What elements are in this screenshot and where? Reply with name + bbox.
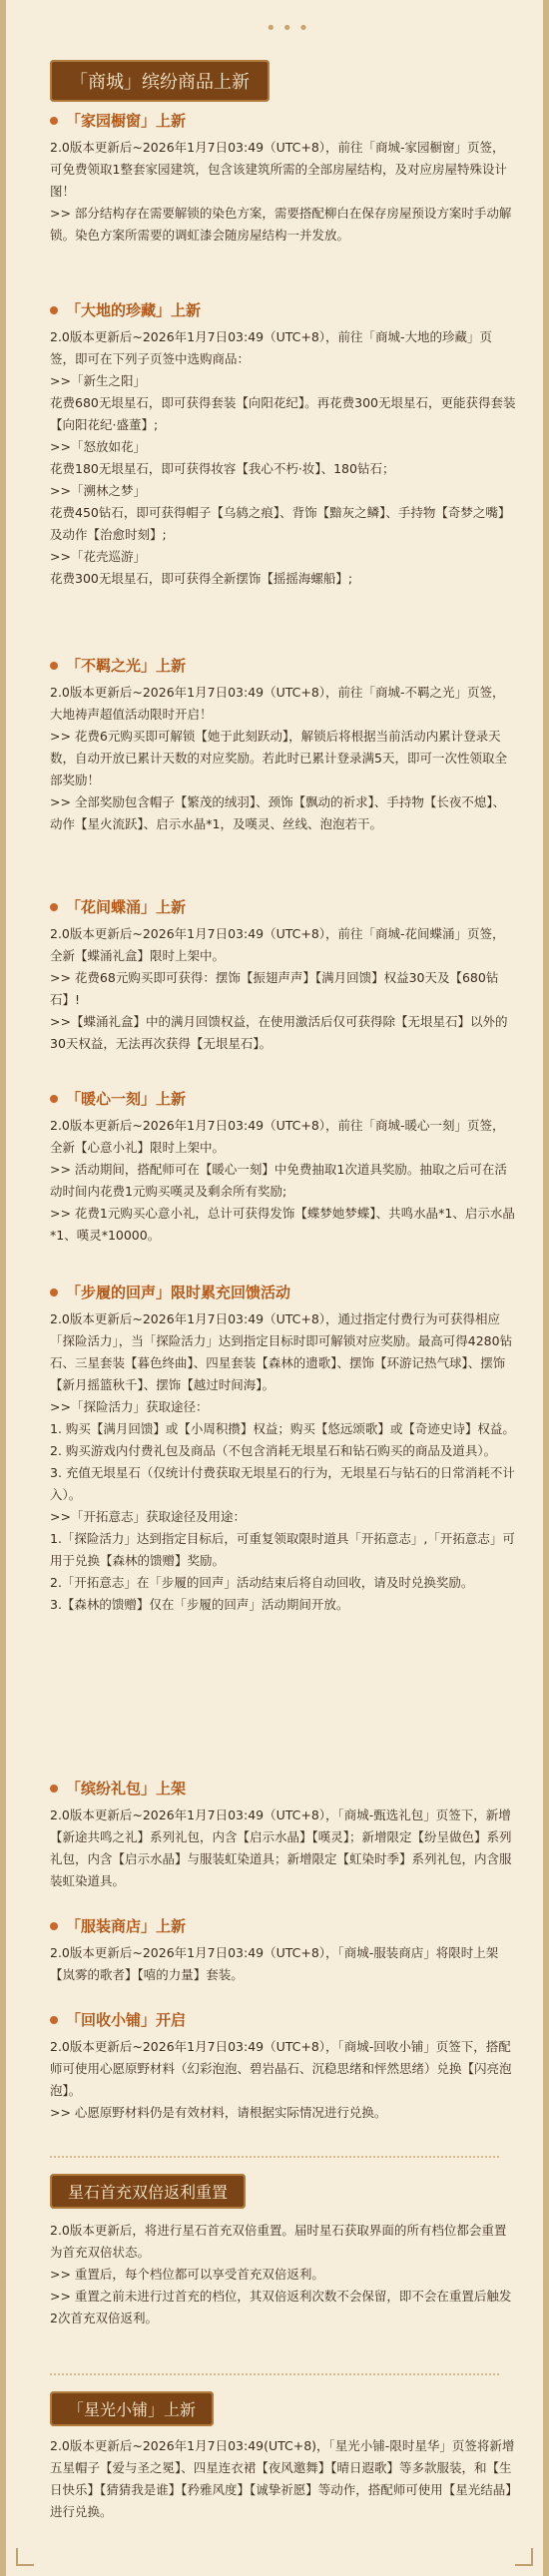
section-title: 「缤纷礼包」上架 [66, 1780, 187, 1798]
section-text: >>【蝶涌礼盒】中的满月回馈权益，在使用激活后仅可获得除【无垠星石】以外的30天权益，无法再次获得【无垠星石】。 [50, 1014, 508, 1051]
bullet-icon [50, 903, 58, 911]
section-text: >>「溯林之梦」 [50, 483, 146, 498]
section-starstone-reset [50, 2220, 517, 2329]
divider [50, 2373, 499, 2375]
section-text: >> 活动期间，搭配师可在【暖心一刻】中免费抽取1次道具奖励。抽取之后可在活动时间内花费1元购买嘆灵及剩余所有奖励; [50, 1162, 507, 1199]
section-gift-packs [50, 1778, 517, 1892]
section-title: 「回收小铺」开启 [66, 2011, 187, 2029]
bullet-icon [50, 117, 58, 125]
section-clothing-shop [50, 1915, 517, 1986]
section-header-starstone: 星石首充双倍返利重置 [50, 2174, 246, 2209]
section-text: >> 全部奖励包含帽子【繁茂的绒羽】、颈饰【飘动的祈求】、手持物【长夜不熄】、动作【星火流跃】、启示水晶*1，及嘆灵、丝线、泡泡若干。 [50, 794, 506, 831]
section-text: 3.【森林的馈赠】仅在「步履的回声」活动期间开放。 [50, 1597, 349, 1612]
bullet-icon [50, 1785, 58, 1793]
section-butterfly-flow [50, 896, 517, 1055]
section-text: 2.0版本更新后，将进行星石首充双倍重置。届时星石获取界面的所有档位都会重置为首充双倍状态。 [50, 2223, 507, 2260]
decorative-dots: • • • [266, 18, 309, 39]
section-text: 2.0版本更新后~2026年1月7日03:49（UTC+8），前往「商城-不羁之光」页签，大地祷声超值活动限时开启！ [50, 685, 505, 722]
section-title: 「花间蝶涌」上新 [66, 898, 187, 916]
section-earth-treasure [50, 299, 517, 590]
section-text: 花费680无垠星石，即可获得套装【向阳花纪】。再花费300无垠星石，更能获得套装【向阳花纪·盛董】; [50, 395, 516, 432]
section-text: 2.0版本更新后~2026年1月7日03:49（UTC+8），「商城-甄选礼包」页签下，新增【新途共鸣之礼】系列礼包，内含【启示水晶】【嘆灵】；新增限定【纷呈做色】系列礼包，内含【启示水晶】与服装虹染道具；新增限定【虹染时季】系列礼包，内含服装虹染道具。 [50, 1807, 512, 1888]
section-footstep-echo [50, 1282, 517, 1616]
section-text: 2.0版本更新后~2026年1月7日03:49（UTC+8），前往「商城-家园橱窗」页签，可免费领取1整套家园建筑，包含该建筑所需的全部房屋结构，及对应房屋特殊设计图！ [50, 140, 507, 199]
section-header-starlight-shop: 「星光小铺」上新 [50, 2391, 214, 2426]
section-title: 「步履的回声」限时累充回馈活动 [66, 1284, 291, 1301]
section-text: 花费300无垠星石，即可获得全新摆饰【摇摇海螺船】; [50, 571, 353, 586]
section-text: 花费450钻石，即可获得帽子【乌鸫之痕】、背饰【黯灰之鳞】、手持物【奇梦之嘴】及动作【治愈时刻】; [50, 505, 511, 542]
divider [50, 2156, 499, 2158]
section-text: 2.0版本更新后~2026年1月7日03:49(UTC+8)，「星光小铺-限时星华」页签将新增五星帽子【爱与圣之冕】、四星连衣裙【夜风邀舞】【晴日遐歌】等多款服装，和【生日快乐】【猜猜我是谁】【矜雅风度】【诚挚祈愿】等动作，搭配师可使用【星光结晶】进行兑换。 [50, 2438, 515, 2519]
section-title: 「大地的珍藏」上新 [66, 301, 202, 319]
section-text: >> 花费1元购买心意小礼，总计可获得发饰【蝶梦她梦蝶】、共鸣水晶*1、启示水晶*1、嘆灵*10000。 [50, 1206, 515, 1243]
bullet-icon [50, 1922, 58, 1930]
section-text: >>「怒放如花」 [50, 439, 146, 454]
section-text: 2.0版本更新后~2026年1月7日03:49（UTC+8），前往「商城-暖心一刻」页签，全新【心意小礼】限时上架中。 [50, 1118, 505, 1155]
section-text: 2.0版本更新后~2026年1月7日03:49（UTC+8），「商城-回收小铺」页签下，搭配师可使用心愿原野材料（幻彩泡泡、碧岩晶石、沉稳思绪和怦然思绪）兑换【闪亮泡泡】。 [50, 2039, 512, 2098]
section-starlight-shop [50, 2435, 517, 2523]
bullet-icon [50, 1288, 58, 1296]
bullet-icon [50, 1095, 58, 1103]
bullet-icon [50, 2016, 58, 2024]
section-text: >> 部分结构存在需要解锁的染色方案，需要搭配柳白在保存房屋预设方案时手动解锁。染色方案所需要的调虹漆会随房屋结构一并发放。 [50, 206, 512, 243]
corner-ornament [515, 2548, 533, 2566]
page-title: 「商城」缤纷商品上新 [50, 60, 270, 102]
section-text: 2.0版本更新后~2026年1月7日03:49（UTC+8），通过指定付费行为可获得相应「探险活力」，当「探险活力」达到指定目标时即可解锁对应奖励。最高可得4280钻石、三星套装【暮色终曲】、四星套装【森林的遗歌】、摆饰【环游记热气球】、摆饰【新月摇篮秋千】、摆饰【越过时间海】。 [50, 1311, 513, 1392]
section-text: >> 重置后，每个档位都可以享受首充双倍返利。 [50, 2267, 324, 2282]
section-title: 「家园橱窗」上新 [66, 112, 187, 130]
corner-ornament [16, 2548, 34, 2566]
section-title: 「不羁之光」上新 [66, 657, 187, 675]
section-text: 3. 充值无垠星石（仅统计付费获取无垠星石的行为，无垠星石与钻石的日常消耗不计入）。 [50, 1465, 515, 1502]
section-home-window [50, 110, 517, 247]
section-text: 2. 购买游戏内付费礼包及商品（不包含消耗无垠星石和钻石购买的商品及道具）。 [50, 1443, 497, 1458]
section-text: >> 花费6元购买即可解锁【她于此刻跃动】，解锁后将根据当前活动内累计登录天数，自动开放已累计天数的对应奖励。若此时已累计登录满5天，即可一次性领取全部奖励！ [50, 729, 507, 787]
section-recycle-shop [50, 2009, 517, 2124]
section-text: 2.0版本更新后~2026年1月7日03:49（UTC+8），前往「商城-花间蝶涌」页签，全新【蝶涌礼盒】限时上架中。 [50, 926, 505, 963]
bullet-icon [50, 306, 58, 314]
section-text: >>「探险活力」获取途径： [50, 1399, 209, 1414]
section-title: 「暖心一刻」上新 [66, 1090, 187, 1108]
section-text: >>「花壳巡游」 [50, 549, 146, 564]
section-unbound-light [50, 655, 517, 835]
section-text: >>「开拓意志」获取途径及用途： [50, 1509, 246, 1524]
section-text: >> 花费68元购买即可获得：摆饰【振翅声声】【满月回馈】权益30天及【680钻石】! [50, 970, 499, 1007]
section-text: 2.0版本更新后~2026年1月7日03:49（UTC+8），「商城-服装商店」将限时上架【岚雾的歌者】【嘻的力量】套装。 [50, 1945, 499, 1982]
section-text: >> 重置之前未进行过首充的档位，其双倍返利次数不会保留，即不会在重置后触发2次首充双倍返利。 [50, 2289, 512, 2325]
bullet-icon [50, 662, 58, 670]
section-text: >> 心愿原野材料仍是有效材料，请根据实际情况进行兑换。 [50, 2105, 387, 2120]
section-warm-moment [50, 1088, 517, 1247]
section-text: 2.「开拓意志」在「步履的回声」活动结束后将自动回收，请及时兑换奖励。 [50, 1575, 474, 1590]
section-text: 1. 购买【满月回馈】或【小周积攒】权益；购买【悠远颂歌】或【奇迹史诗】权益。 [50, 1421, 515, 1436]
section-text: >>「新生之阳」 [50, 373, 146, 388]
section-text: 花费180无垠星石，即可获得妆容【我心不朽·妆】、180钻石； [50, 461, 395, 476]
section-title: 「服装商店」上新 [66, 1917, 187, 1935]
section-text: 2.0版本更新后~2026年1月7日03:49（UTC+8），前往「商城-大地的珍藏」页签，即可在下列子页签中选购商品： [50, 329, 493, 366]
section-text: 1.「探险活力」达到指定目标后，可重复领取限时道具「开拓意志」,「开拓意志」可用于兑换【森林的馈赠】奖励。 [50, 1531, 515, 1568]
